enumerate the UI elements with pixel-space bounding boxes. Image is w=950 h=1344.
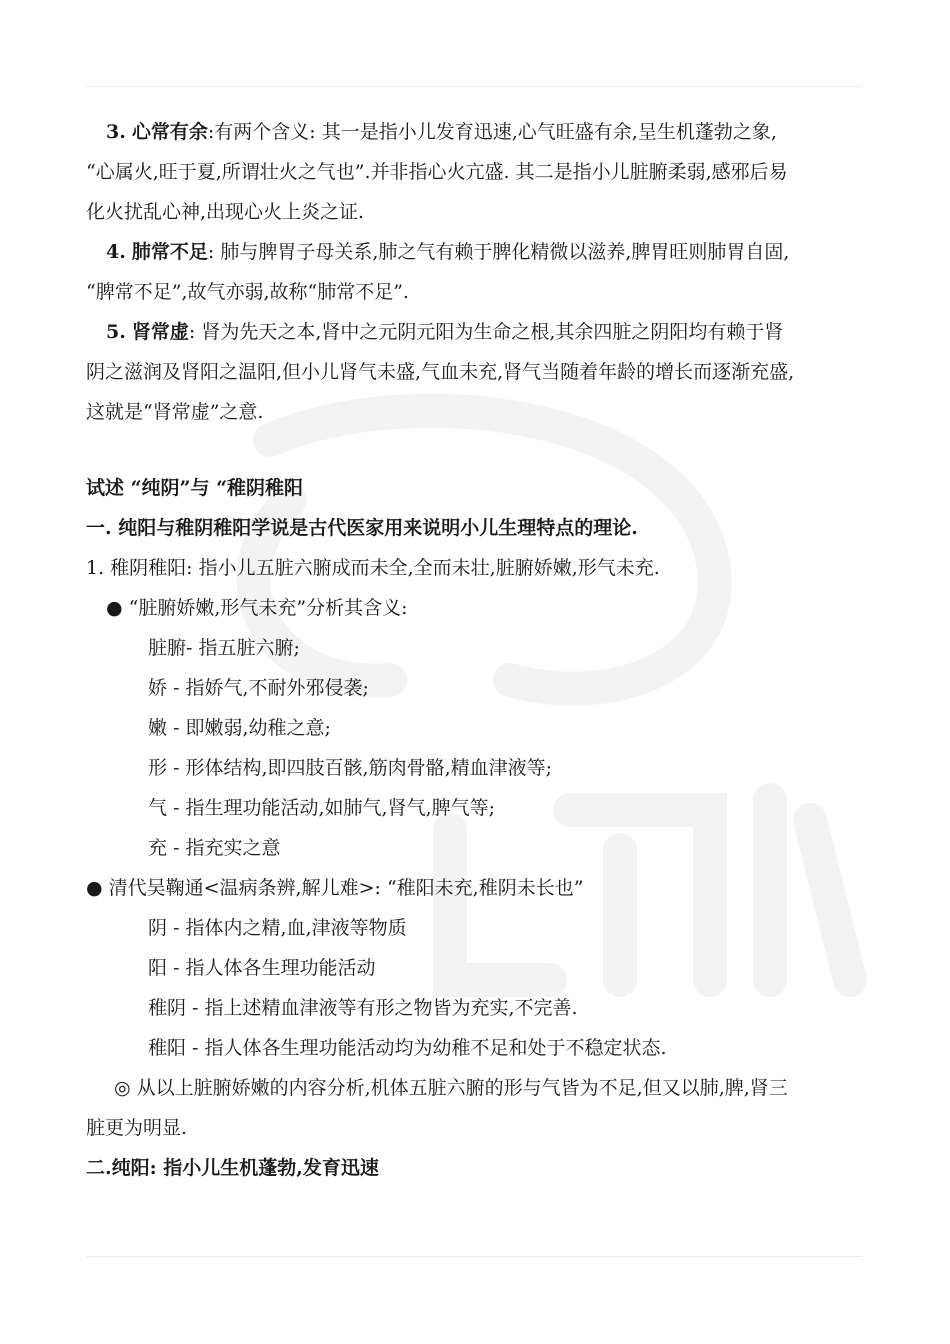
text-line: 脏更为明显. [86, 1117, 188, 1139]
text-line: 脏腑- 指五脏六腑; [148, 637, 300, 659]
numbered-paragraph [86, 312, 866, 352]
section-heading: 试述 “纯阴”与 “稚阴稚阳 [86, 477, 304, 499]
item-number: 4. [106, 241, 126, 263]
item-text: :有两个含义: 其一是指小儿发育迅速,心气旺盛有余,呈生机蓬勃之象, [207, 121, 777, 143]
text-line: 这就是“肾常虚”之意. [86, 401, 264, 423]
numbered-paragraph [86, 112, 866, 152]
header-rule [86, 86, 862, 87]
item-heading: 心常有余 [131, 121, 208, 143]
numbered-paragraph [86, 232, 866, 272]
spacer [86, 432, 866, 468]
text-line: 阴 - 指体内之精,血,津液等物质 [148, 917, 407, 939]
text-line: 形 - 形体结构,即四肢百骸,筋肉骨骼,精血津液等; [148, 757, 553, 779]
item-number: 3. [106, 121, 126, 143]
item-text: : 肾为先天之本,肾中之元阴元阳为生命之根,其余四脏之阴阳均有赖于肾 [188, 321, 784, 343]
document-body [86, 112, 866, 1188]
item-text: : 肺与脾胃子母关系,肺之气有赖于脾化精微以滋养,脾胃旺则肺胃自固, [207, 241, 790, 263]
text-line: ● 清代吴鞠通<温病条辨,解儿难>: “稚阳未充,稚阴未长也” [86, 877, 584, 899]
text-line: 充 - 指充实之意 [148, 837, 281, 859]
text-line: 嫩 - 即嫩弱,幼稚之意; [148, 717, 331, 739]
text-line: 气 - 指生理功能活动,如肺气,肾气,脾气等; [148, 797, 496, 819]
item-heading: 肾常虚 [131, 321, 189, 343]
text-line: 稚阴 - 指上述精血津液等有形之物皆为充实,不完善. [148, 997, 578, 1019]
footer-rule [86, 1256, 862, 1257]
text-line: ● “脏腑娇嫩,形气未充”分析其含义: [106, 597, 408, 619]
text-line: “心属火,旺于夏,所谓壮火之气也”.并非指心火亢盛. 其二是指小儿脏腑柔弱,感邪后易 [86, 161, 788, 183]
text-line: “脾常不足”,故气亦弱,故称“肺常不足”. [86, 281, 409, 303]
item-number: 5. [106, 321, 126, 343]
text-line: 阳 - 指人体各生理功能活动 [148, 957, 376, 979]
section-heading: 二.纯阳: 指小儿生机蓬勃,发育迅速 [86, 1157, 379, 1179]
text-line: 1. 稚阴稚阳: 指小儿五脏六腑成而未全,全而未壮,脏腑娇嫩,形气未充. [86, 557, 660, 579]
text-line: ◎ 从以上脏腑娇嫩的内容分析,机体五脏六腑的形与气皆为不足,但又以肺,脾,肾三 [114, 1077, 788, 1099]
section-heading: 一. 纯阳与稚阴稚阳学说是古代医家用来说明小儿生理特点的理论. [86, 517, 638, 539]
text-line: 娇 - 指娇气,不耐外邪侵袭; [148, 677, 369, 699]
text-line: 稚阳 - 指人体各生理功能活动均为幼稚不足和处于不稳定状态. [148, 1037, 667, 1059]
text-line: 化火扰乱心神,出现心火上炎之证. [86, 201, 365, 223]
item-heading: 肺常不足 [131, 241, 208, 263]
text-line: 阴之滋润及肾阳之温阳,但小儿肾气未盛,气血未充,肾气当随着年龄的增长而逐渐充盛, [86, 361, 795, 383]
